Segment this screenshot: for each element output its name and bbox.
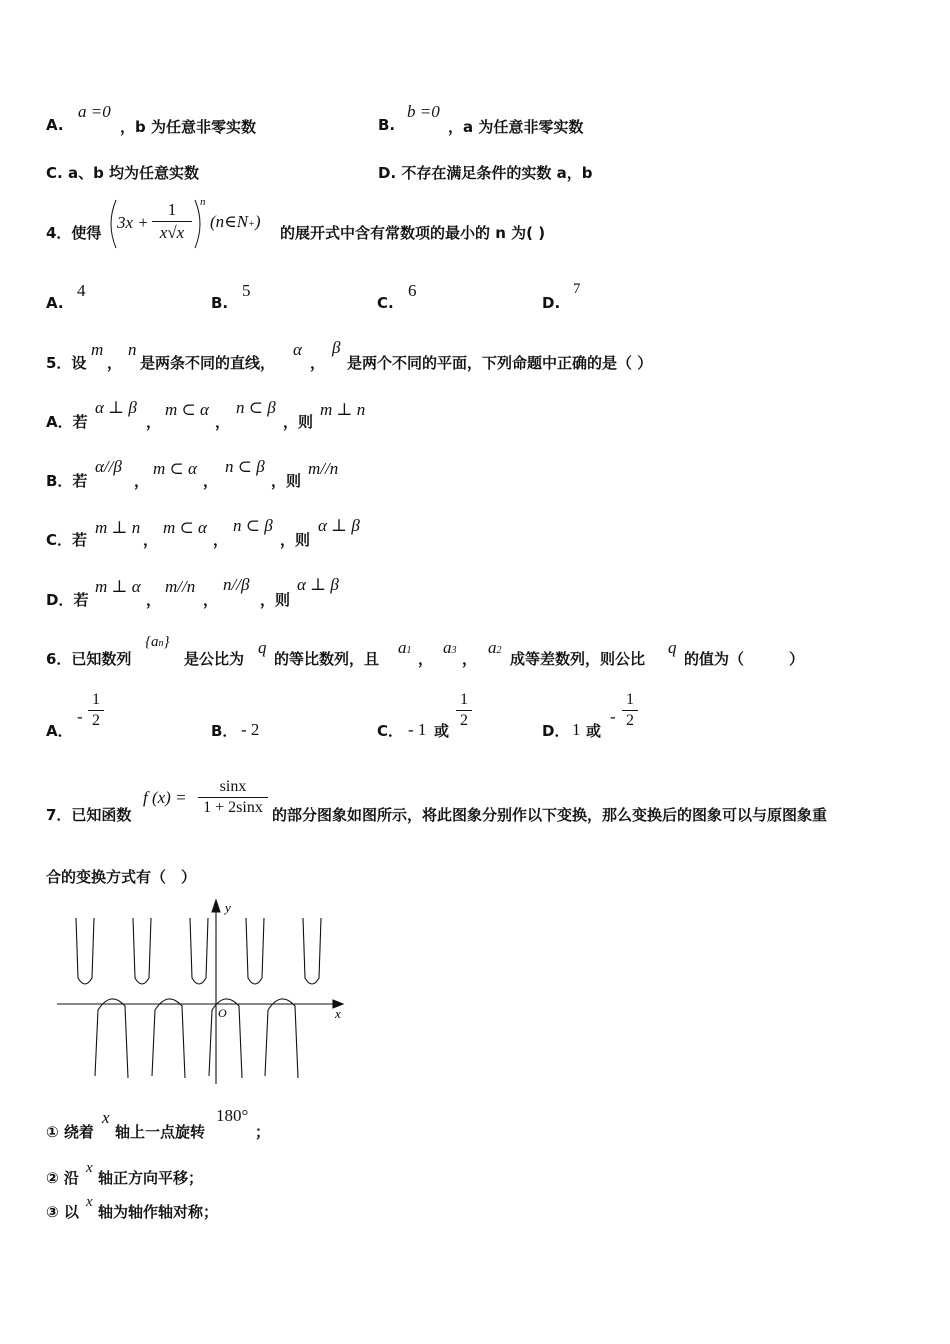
q6-option-b: B． [211, 722, 238, 740]
q4-option-c: C. [377, 294, 394, 312]
q5-comma-2: ， [310, 354, 326, 372]
q6-option-d-sign: - [610, 707, 616, 726]
q6-a2: a2 [488, 638, 502, 657]
q5-var-n: n [128, 340, 137, 359]
comma: ， [146, 591, 162, 609]
q5-option-c-c2: m ⊂ α [163, 518, 207, 537]
q5-option-a-c1: α ⊥ β [95, 398, 137, 417]
comma: ， [418, 650, 434, 668]
q7-frac-den: 1 + 2sinx [203, 799, 263, 816]
q3-option-b-math: b =0 [407, 102, 440, 121]
q4-expr-left: 3x + [117, 213, 149, 232]
q7-item-1-pre: ① 绕着 [46, 1123, 94, 1141]
q6-stem-5: 的值为（ ） [684, 650, 805, 668]
q4-option-b-value: 5 [242, 281, 251, 300]
q6-option-d: D． [542, 722, 570, 740]
q6-stem-1: 6．已知数列 [46, 650, 132, 668]
q4-option-a: A. [46, 294, 64, 312]
q5-option-a-res: m ⊥ n [320, 400, 366, 419]
q5-var-m: m [91, 340, 104, 359]
q5-var-beta: β [332, 338, 341, 357]
q3-option-b-text: ，a 为任意非零实数 [448, 118, 584, 136]
q3-option-a: A. [46, 116, 64, 134]
q6-option-d-fraction [622, 691, 638, 730]
q5-option-b-then: ，则 [271, 472, 302, 490]
q4-option-a-value: 4 [77, 281, 86, 300]
q4-option-d: D. [542, 294, 561, 312]
q6-option-c: C． [377, 722, 404, 740]
q6-option-a: A． [46, 722, 73, 740]
comma: ， [143, 531, 159, 549]
fraction-numerator: 1 [626, 691, 634, 708]
q5-option-c-label: C．若 [46, 531, 88, 549]
comma: ， [203, 472, 219, 490]
q5-comma-1: ， [107, 354, 123, 372]
fraction-denominator: 2 [92, 712, 100, 729]
q4-fraction [152, 200, 192, 243]
q7-function-graph [55, 898, 350, 1088]
q5-stem-2: 是两条不同的直线， [140, 354, 276, 372]
q6-a3: a3 [443, 638, 457, 657]
q4-option-c-value: 6 [408, 281, 417, 300]
q7-item-2-var: x [86, 1160, 93, 1176]
q4-option-d-value: 7 [573, 281, 581, 297]
q6-option-c-or: 或 [434, 722, 450, 740]
q5-stem-3: 是两个不同的平面，下列命题中正确的是（ ） [347, 354, 653, 372]
q3-option-a-math: a =0 [78, 102, 111, 121]
q5-stem-1: 5．设 [46, 354, 87, 372]
q7-item-2-post: 轴正方向平移； [98, 1169, 204, 1187]
q7-item-3-var: x [86, 1194, 93, 1210]
q7-stem-1: 7．已知函数 [46, 806, 132, 824]
q5-option-c-res: α ⊥ β [318, 516, 360, 535]
q5-option-a-c3: n ⊂ β [236, 398, 276, 417]
comma: ， [215, 413, 231, 431]
q4-condition: (n∈N+) [210, 212, 261, 231]
q6-option-c-v1: - 1 [408, 720, 427, 739]
q7-item-3-pre: ③ 以 [46, 1203, 79, 1221]
q3-option-d: D. 不存在满足条件的实数 a，b [378, 164, 593, 182]
fraction-numerator: 1 [460, 691, 468, 708]
q4-frac-den: x√x [159, 223, 185, 242]
fraction-denominator: 2 [626, 712, 634, 729]
q5-option-c-c1: m ⊥ n [95, 518, 141, 537]
y-axis-label: y [225, 900, 231, 915]
curve-upper-branch [76, 918, 94, 984]
curve-upper-branch [246, 918, 264, 984]
curve-lower-branch [265, 999, 298, 1078]
q5-option-b-c1: α//β [95, 457, 122, 476]
q5-option-a-then: ，则 [283, 413, 314, 431]
q5-option-d-label: D．若 [46, 591, 89, 609]
q6-option-a-sign: - [77, 707, 83, 726]
q7-stem-3: 合的变换方式有（ ） [46, 868, 197, 886]
q5-option-d-c3: n//β [223, 575, 250, 594]
comma: ， [213, 531, 229, 549]
q6-stem-4: 成等差数列，则公比 [510, 650, 646, 668]
comma: ， [146, 413, 162, 431]
q5-option-c-c3: n ⊂ β [233, 516, 273, 535]
fraction-denominator: 2 [460, 712, 468, 729]
q7-func: f (x) = [143, 788, 187, 807]
q6-option-c-fraction [456, 691, 472, 730]
q7-fraction [198, 778, 268, 817]
curve-lower-branch [152, 999, 185, 1078]
q7-item-1-post: 轴上一点旋转 [115, 1123, 206, 1141]
origin-label: O [218, 1006, 227, 1020]
q5-option-b-c3: n ⊂ β [225, 457, 265, 476]
q6-option-a-fraction [88, 691, 104, 730]
q6-var-q: q [258, 638, 267, 657]
q5-option-a-c2: m ⊂ α [165, 400, 209, 419]
y-axis-arrow [212, 900, 220, 912]
q5-option-b-label: B．若 [46, 472, 88, 490]
q5-option-d-then: ，则 [260, 591, 291, 609]
q5-option-c-then: ，则 [280, 531, 311, 549]
q7-item-1-var: x [102, 1108, 110, 1127]
q6-var-q2: q [668, 638, 677, 657]
q3-option-c: C. a、b 均为任意实数 [46, 164, 200, 182]
q3-option-a-text: ，b 为任意非零实数 [120, 118, 256, 136]
q5-option-b-res: m//n [308, 459, 339, 478]
q4-frac-num: 1 [167, 200, 177, 219]
q4-option-b: B. [211, 294, 229, 312]
q7-item-1-end: ； [255, 1123, 271, 1141]
x-axis-label: x [335, 1006, 341, 1021]
q4-stem-prefix: 4．使得 [46, 224, 102, 242]
q6-stem-3: 的等比数列，且 [274, 650, 380, 668]
q5-option-d-c2: m//n [165, 577, 196, 596]
curve-upper-branch [303, 918, 321, 984]
q6-option-d-v1: 1 [572, 720, 581, 739]
comma: ， [134, 472, 150, 490]
q7-item-2-pre: ② 沿 [46, 1169, 79, 1187]
q6-a1: a1 [398, 638, 412, 657]
q6-stem-2: 是公比为 [184, 650, 245, 668]
q7-item-1-degree: 180° [216, 1106, 249, 1125]
q4-stem-suffix: 的展开式中含有常数项的最小的 n 为( ) [280, 224, 546, 242]
comma: ， [203, 591, 219, 609]
curve-upper-branch [133, 918, 151, 984]
q7-item-3-post: 轴为轴作轴对称； [98, 1203, 219, 1221]
q5-option-a-label: A．若 [46, 413, 88, 431]
q5-option-b-c2: m ⊂ α [153, 459, 197, 478]
q5-option-d-c1: m ⊥ α [95, 577, 141, 596]
q3-option-b: B. [378, 116, 396, 134]
curve-upper-branch [190, 918, 208, 984]
curve-lower-branch [95, 999, 128, 1078]
q6-option-b-value: - 2 [241, 720, 260, 739]
q5-var-alpha: α [293, 340, 302, 359]
q7-frac-num: sinx [219, 778, 247, 795]
q6-option-d-or: 或 [586, 722, 602, 740]
q7-stem-2: 的部分图象如图所示，将此图象分别作以下变换，那么变换后的图象可以与原图象重 [272, 806, 828, 824]
q6-sequence: {an} [145, 634, 170, 650]
fraction-numerator: 1 [92, 691, 100, 708]
q4-exponent: n [200, 196, 206, 208]
q5-option-d-res: α ⊥ β [297, 575, 339, 594]
comma: ， [462, 650, 478, 668]
